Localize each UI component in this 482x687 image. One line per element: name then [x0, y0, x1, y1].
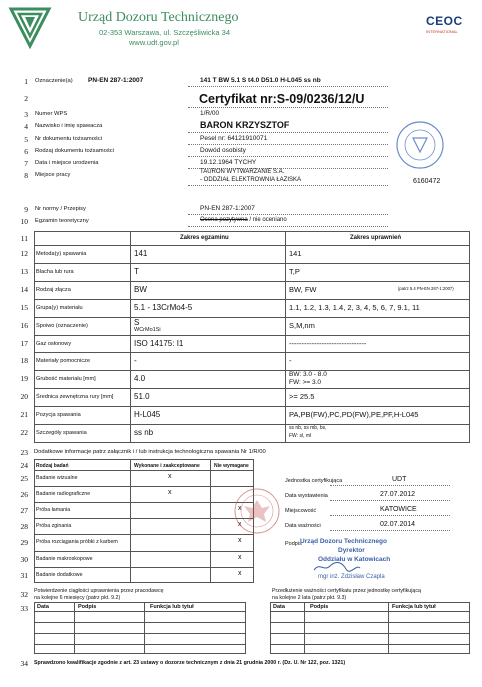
pesel-number: Pesel nr: 64121910071 [200, 135, 268, 142]
cert-date-value: 27.07.2012 [380, 491, 416, 498]
tests-row-num: 29 [20, 538, 28, 548]
row-num-10: 10 [20, 217, 28, 226]
extension-h-func: Funkcja lub tytuł [392, 604, 436, 610]
scope-row-label: Grupa(y) materiału [36, 304, 83, 311]
row-label-7: Data i miejsce urodzenia [35, 160, 99, 166]
tests-row-label: Próba łamania [36, 507, 71, 514]
scope-scope-value: 1.1, 1.2, 1.3, 1.4, 2, 3, 4, 5, 6, 7, 9.1, 11 [289, 302, 420, 312]
scope-hline [34, 352, 470, 353]
extension-hline-2 [270, 622, 470, 623]
employer-h-func: Funkcja lub tytuł [150, 604, 194, 610]
scope-scope-value: >= 25.5 [289, 392, 315, 402]
row-label-5: Nr dokumentu tożsamości [35, 136, 103, 142]
welder-name: BARON KRZYSZTOF [200, 120, 290, 130]
scope-scope-value: T,P [289, 266, 300, 276]
tests-vline-2 [210, 459, 211, 583]
scope-row-num: 18 [20, 356, 28, 366]
employer-h-date: Data [37, 604, 49, 610]
cert-unit-label: Jednostka certyfikująca [285, 478, 343, 484]
scope-col1-header: Zakres egzaminu [180, 235, 229, 241]
tests-row-label: Badanie dodatkowe [36, 571, 83, 578]
row-label-1: Oznaczenie(a) [35, 78, 73, 84]
scope-row-num: 20 [20, 392, 28, 402]
cert-dots-3 [330, 515, 450, 516]
employer-vline-1 [74, 602, 75, 654]
scope-row-label: Blacha lub rura [36, 268, 74, 275]
scope-exam-value: H-L045 [134, 410, 161, 420]
scope-exam-value2: WCrMo1Si [134, 326, 161, 333]
theory-exam-value [200, 217, 287, 223]
scope-exam-value: S [134, 317, 140, 327]
signature-mark [312, 560, 362, 574]
tests-row-num: 30 [20, 554, 28, 564]
scope-exam-value: T [134, 266, 139, 276]
id-doc-type: Dowód osobisty [200, 147, 246, 154]
tests-hline [34, 551, 254, 552]
cert-place-value: KATOWICE [380, 506, 417, 513]
tests-notreq-mark: x [238, 537, 242, 545]
row-num-7: 7 [24, 159, 28, 168]
employer-confirm-2: na kolejne 6 miesięcy (patrz pkt. 9.2) [34, 595, 121, 601]
cert-dots-4 [330, 530, 450, 531]
row-label-4: Nazwisko i imię spawacza [35, 123, 103, 129]
row-num-11: 11 [20, 234, 28, 243]
designation-value: 141 T BW 5.1 S t4.0 D51.0 H-L045 ss nb [200, 77, 321, 84]
scope-hline [34, 388, 470, 389]
row-num-34: 34 [20, 659, 28, 668]
scope-row-label: Metoda(y) spawania [36, 251, 87, 257]
tests-row-num: 25 [20, 474, 28, 483]
stamp-line-2: Dyrektor [338, 547, 365, 554]
scope-exam-value: 141 [134, 249, 148, 258]
cert-dots-2 [330, 500, 450, 501]
tests-row-label: Badanie wizualne [36, 475, 78, 481]
scope-row-label: Materiały pomocnicze [36, 358, 91, 365]
ceoc-logo [426, 14, 474, 40]
scope-row-num: 14 [20, 284, 28, 294]
dots-10 [188, 226, 388, 227]
extension-hline-1 [270, 611, 470, 612]
birth-date-place: 19.12.1964 TYCHY [200, 159, 257, 166]
row-label-3: Numer WPS [35, 111, 68, 117]
tests-header-notreq: Nie wymagane [214, 463, 249, 469]
scope-row-num: 21 [20, 410, 28, 420]
scope-row-num: 16 [20, 320, 28, 330]
scope-scope-value: PA,PB(FW),PC,PD(FW),PE,PF,H-L045 [289, 410, 419, 420]
tests-header-type: Rodzaj badań [36, 463, 69, 469]
scope-row-num: 12 [20, 249, 28, 258]
scope-exam-value: BW [134, 284, 147, 294]
extension-h-sign: Podpis [310, 604, 329, 610]
tests-hline [34, 470, 254, 471]
scope-hline [34, 370, 470, 371]
row-num-32: 32 [20, 590, 28, 599]
row-num-4: 4 [24, 122, 28, 131]
employer-hline-4 [34, 644, 246, 645]
org-address: 02-353 Warszawa, ul. Szczęśliwicka 34 [99, 28, 231, 37]
row-num-1: 1 [24, 77, 28, 86]
tests-done-mark: x [168, 489, 172, 497]
tests-row-num: 26 [20, 490, 28, 500]
theory-status: / nie oceniano [247, 217, 287, 223]
scope-scope-value: - [289, 356, 292, 366]
tests-hline [34, 486, 254, 487]
scope-row-num: 19 [20, 374, 28, 384]
dots-9 [188, 214, 388, 215]
tests-row-num: 28 [20, 522, 28, 532]
row-label-value-1: PN-EN 287-1:2007 [88, 77, 144, 84]
tests-notreq-mark: x [238, 553, 242, 561]
ceoc-logo-sub: INTERNATIONAL [426, 29, 458, 34]
scope-row-label: Rodzaj złącza [36, 286, 71, 293]
cert-valid-value: 02.07.2014 [380, 521, 416, 528]
extension-table [270, 602, 470, 654]
tests-row-num: 27 [20, 506, 28, 516]
employer-hline-2 [34, 622, 246, 623]
org-name: Urząd Dozoru Technicznego [78, 10, 239, 25]
scope-row-label: Spoiwo (oznaczenie) [36, 322, 88, 329]
tests-row-label: Próba rozciągania próbki z karbem [36, 539, 118, 546]
standard-value: PN-EN 287-1:2007 [200, 205, 255, 212]
tests-header-done: Wykonane i zaakceptowane [134, 463, 200, 469]
tests-notreq-mark: x [238, 505, 242, 513]
row-label-8: Miejsce pracy [35, 172, 71, 178]
dots-1 [188, 86, 388, 87]
scope-scope-value: 141 [289, 249, 302, 258]
dots-4 [188, 132, 388, 133]
tests-row-label: Badanie makroskopowe [36, 555, 93, 562]
scope-scope-value2: FW: >= 3.0 [289, 379, 322, 387]
cert-date-label: Data wystawienia [285, 493, 328, 499]
scope-scope-value2: FW: sl, ml [289, 433, 312, 439]
scope-hline [34, 424, 470, 425]
scope-scope-value: BW: 3.0 - 8.0 [289, 371, 327, 379]
welder-stamp-icon [395, 120, 445, 170]
tests-row-label: Badanie radiograficzne [36, 491, 91, 498]
tests-hline [34, 534, 254, 535]
scope-scope-value: ss nb, ss mb, bs, [289, 425, 327, 431]
row-num-33: 33 [20, 604, 28, 613]
eagle-seal-icon [232, 486, 282, 536]
cert-unit-value: UDT [392, 476, 407, 483]
row-num-2: 2 [24, 94, 28, 103]
scope-exam-value: 5.1 - 13CrMo4-5 [134, 302, 193, 312]
additional-info: Dodatkowe informacje patrz załącznik i / lub instrukcja technologiczna spawania Nr 1/R/00 [34, 449, 266, 455]
tests-row-label: Próba zginania [36, 523, 72, 530]
cert-sign-label: Podpis [285, 541, 302, 547]
row-num-9: 9 [24, 205, 28, 214]
workplace-line1: TAURON WYTWARZANIE S.A. [200, 169, 285, 175]
scope-hline [34, 317, 470, 318]
scope-hline [34, 299, 470, 300]
scope-scope-value: ------------------------------- [289, 338, 367, 348]
org-website: www.udt.gov.pl [129, 38, 179, 47]
scope-row-num: 17 [20, 338, 28, 348]
scope-note: (patrz 5.4 PN-EN 287-1:2007) [398, 285, 454, 291]
scope-hline [34, 281, 470, 282]
extension-2: na kolejne 2 lata (patrz pkt. 9.3) [272, 595, 347, 601]
row-label-10: Egzamin teoretyczny [35, 218, 89, 224]
extension-hline-4 [270, 644, 470, 645]
scope-exam-value: - [134, 356, 137, 366]
row-num-8: 8 [24, 171, 28, 180]
scope-exam-value: 51.0 [134, 392, 150, 402]
extension-vline-1 [304, 602, 305, 654]
extension-1: Przedłużenie ważności certyfikatu przez jednostkę certyfikującą [272, 588, 421, 594]
scope-row-num: 15 [20, 302, 28, 312]
extension-vline-2 [388, 602, 389, 654]
scope-hline [34, 406, 470, 407]
scope-row-num: 13 [20, 266, 28, 276]
employer-table [34, 602, 246, 654]
wps-number: 1/R/00 [200, 110, 220, 117]
scope-exam-value: 4.0 [134, 374, 146, 384]
workplace-line2: - ODDZIAŁ ELEKTROWNIA ŁAZISKA [200, 177, 302, 183]
row-label-6: Rodzaj dokumentu tożsamości [35, 148, 114, 154]
stamp-line-3: Oddziału w Katowicach [318, 556, 391, 563]
stamp-line-1: Urząd Dozoru Technicznego [300, 538, 387, 545]
cert-place-label: Miejscowość [285, 508, 317, 514]
scope-row-label: Szczegóły spawania [36, 430, 87, 436]
employer-hline-3 [34, 633, 246, 634]
certificate-number: Certyfikat nr:S-09/0236/12/U [199, 92, 365, 106]
dots-5 [188, 144, 388, 145]
tests-notreq-mark: x [238, 569, 242, 577]
scope-hline [34, 263, 470, 264]
scope-scope-value: S,M,nm [289, 320, 315, 330]
extension-hline-3 [270, 633, 470, 634]
row-num-23: 23 [20, 448, 28, 457]
photo-number: 6160472 [413, 178, 441, 185]
employer-vline-2 [144, 602, 145, 654]
scope-hline [34, 245, 470, 246]
dots-2 [188, 107, 388, 108]
extension-h-date: Data [273, 604, 285, 610]
cert-dots-1 [330, 485, 450, 486]
scope-exam-value: ISO 14175: I1 [134, 338, 184, 348]
scope-row-label: Gaz osłonowy [36, 340, 72, 347]
signer-name: mgr inż. Zdzisław Czapla [318, 574, 385, 580]
ceoc-logo-text: CEOC [426, 14, 463, 28]
scope-hline [34, 335, 470, 336]
scope-row-num: 22 [20, 428, 28, 437]
scope-scope-value: BW, FW [289, 284, 317, 294]
row-num-3: 3 [24, 110, 28, 119]
tests-hline [34, 518, 254, 519]
dots-8 [188, 185, 388, 186]
row-num-5: 5 [24, 135, 28, 144]
udt-logo-icon [8, 6, 52, 50]
employer-h-sign: Podpis [78, 604, 97, 610]
scope-row-label: Średnica zewnętrzna rury [mm] [36, 394, 114, 401]
legal-note: Sprawdzono kwalifikacje zgodnie z art. 23 ustawy o dozorze technicznym z dnia 21 grudnia 2000 r. (Dz. U. Nr 122, poz. 1321) [34, 660, 346, 666]
tests-notreq-mark: x [238, 521, 242, 529]
tests-vline-1 [130, 459, 131, 583]
row-num-24: 24 [20, 461, 28, 470]
tests-hline [34, 567, 254, 568]
employer-hline-1 [34, 611, 246, 612]
scope-exam-value: ss nb [134, 428, 154, 437]
scope-row-label: Grubość materiału [mm] [36, 376, 96, 383]
scope-col2-header: Zakres uprawnień [350, 235, 402, 241]
dots-6 [188, 156, 388, 157]
scope-row-label: Pozycja spawania [36, 412, 81, 419]
row-num-6: 6 [24, 147, 28, 156]
tests-done-mark: x [168, 473, 172, 480]
employer-confirm-1: Potwierdzenie ciągłości uprawnienia przez pracodawcę [34, 588, 164, 594]
tests-hline [34, 502, 254, 503]
theory-strike: Ocena pozytywna [200, 217, 248, 223]
cert-valid-label: Data ważności [285, 523, 321, 529]
row-label-9: Nr normy / Przepisy [35, 206, 86, 212]
tests-row-num: 31 [20, 570, 28, 580]
